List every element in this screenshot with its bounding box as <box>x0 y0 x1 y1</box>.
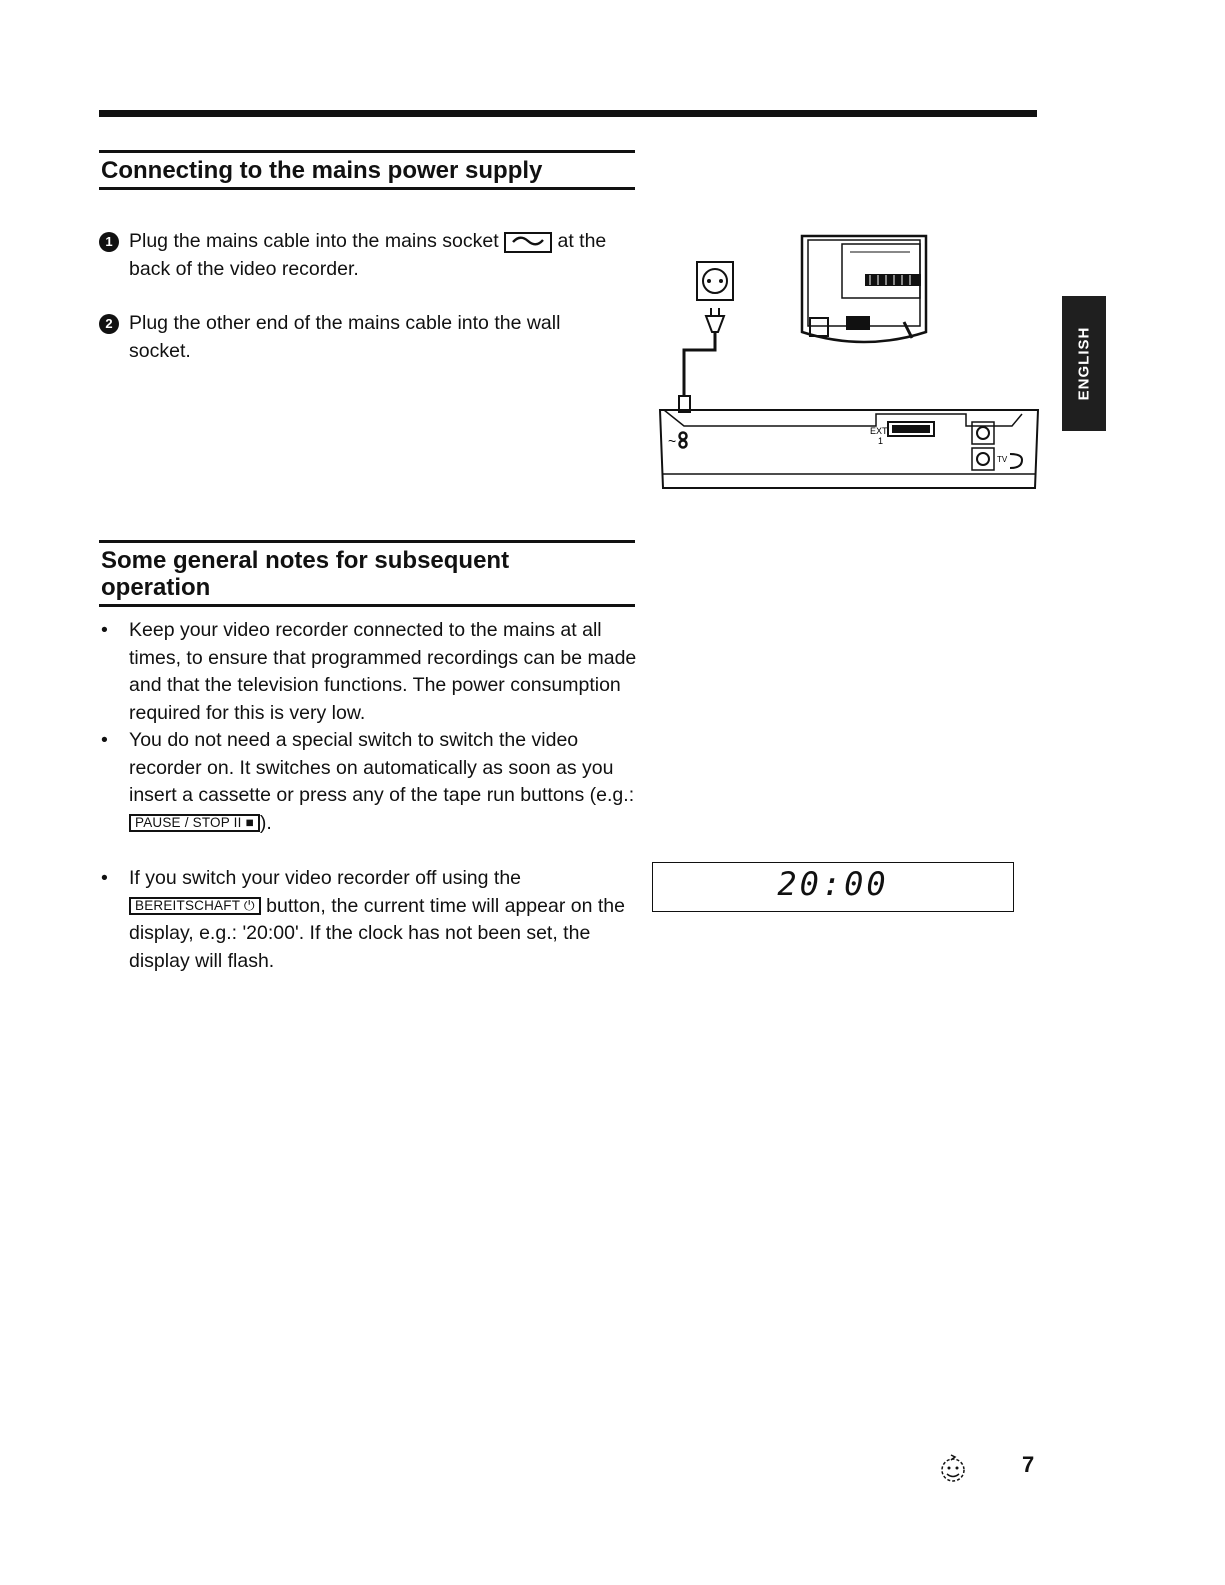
note-item-3-text-after: button, the current time will appear on the display, e.g.: '20:00'. If the clock has not been set, the display will flash. <box>129 894 625 972</box>
vcr-display <box>652 862 1014 912</box>
ext-label: EXT <box>870 426 888 436</box>
section-title-notes-text: Some general notes for subsequent operation <box>101 547 510 601</box>
step-1-text-before: Plug the mains cable into the mains socket <box>129 230 499 252</box>
page-number: 7 <box>1022 1452 1035 1477</box>
step-1-text-after: at the back of the video recorder. <box>129 230 607 280</box>
note-item-1 <box>99 617 639 727</box>
recycle-logo-icon <box>936 1452 970 1486</box>
step-2-number: 2 <box>99 314 119 334</box>
language-tab <box>1062 296 1106 431</box>
language-tab-label: ENGLISH <box>1075 326 1093 401</box>
ext-number: 1 <box>878 436 884 446</box>
bullet-dot: • <box>101 619 108 641</box>
mains-socket-icon <box>504 232 552 253</box>
note-item-1-text: Keep your video recorder connected to the mains at all times, to ensure that programmed recordings can be made and that the television functions. The power consumption required for this is very low. <box>129 619 637 724</box>
section-title-mains-text: Connecting to the mains power supply <box>101 157 543 184</box>
step-1-number: 1 <box>99 232 119 252</box>
note-item-2 <box>99 727 639 837</box>
section-title-notes <box>99 540 635 607</box>
step-2 <box>99 310 619 365</box>
tv-label: TV <box>997 455 1008 464</box>
step-1 <box>99 228 639 283</box>
note-item-2-text-before: You do not need a special switch to switch the video recorder on. It switches on automatically as soon as you insert a cassette or press any of the tape run buttons (e.g.: <box>129 729 635 806</box>
note-item-3-text-before: If you switch your video recorder off using the <box>129 867 522 889</box>
note-item-3 <box>99 865 639 975</box>
note-item-2-text-after: ). <box>259 811 272 834</box>
bereitschaft-button-label: BEREITSCHAFT ⏻ <box>129 897 261 915</box>
step-2-text: Plug the other end of the mains cable into the wall socket. <box>129 312 561 362</box>
mains-connection-diagram <box>650 228 1050 498</box>
bullet-dot: • <box>101 729 108 751</box>
section-title-mains <box>99 150 635 190</box>
pause-stop-button-label: PAUSE / STOP II ■ <box>129 814 260 832</box>
display-time: 20:00 <box>777 865 889 903</box>
top-rule <box>99 110 1037 117</box>
bullet-dot: • <box>101 867 108 889</box>
mains-symbol-label: ~ <box>668 433 677 449</box>
